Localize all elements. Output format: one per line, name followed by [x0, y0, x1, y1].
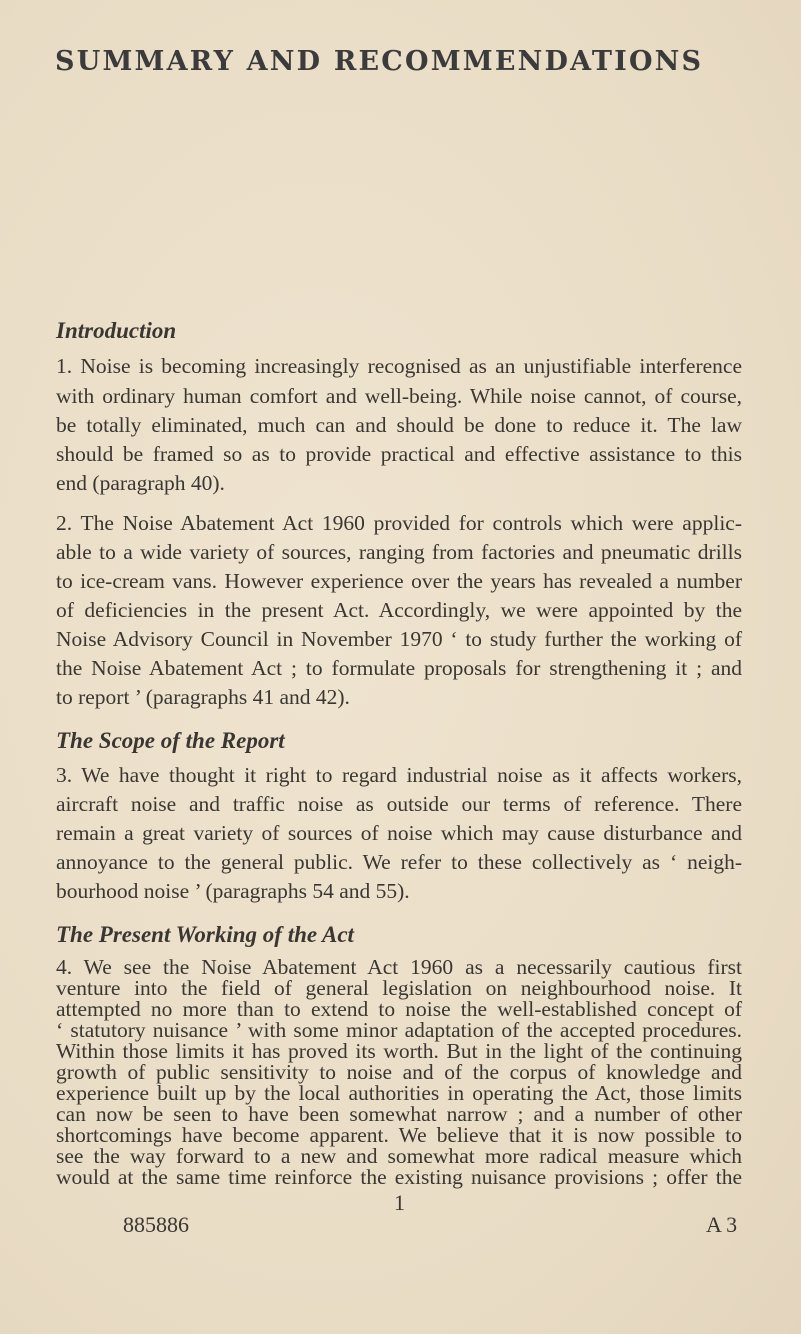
- print-code: 885886: [123, 1212, 189, 1237]
- text-line: can now be seen to have been somewhat narrow ; and a number of other: [56, 1102, 742, 1126]
- text-line: venture into the field of general legislation on neighbourhood noise. It: [56, 976, 742, 1000]
- text-line: to report ’ (paragraphs 41 and 42).: [56, 685, 350, 709]
- text-line: bourhood noise ’ (paragraphs 54 and 55).: [56, 879, 410, 903]
- text-line: growth of public sensitivity to noise and of the corpus of knowledge and: [56, 1060, 742, 1084]
- section-heading-present-working: The Present Working of the Act: [56, 922, 354, 947]
- section-heading-scope: The Scope of the Report: [56, 728, 285, 753]
- text-line: with ordinary human comfort and well-being. While noise cannot, of course,: [56, 384, 742, 408]
- text-line: aircraft noise and traffic noise as outside our terms of reference. There: [56, 792, 742, 816]
- page-title: SUMMARY AND RECOMMENDATIONS: [55, 46, 704, 77]
- text-line: able to a wide variety of sources, ranging from factories and pneumatic drills: [56, 540, 742, 564]
- text-line: remain a great variety of sources of noise which may cause disturbance and: [56, 821, 742, 845]
- section-heading-introduction: Introduction: [56, 318, 177, 343]
- text-line: ‘ statutory nuisance ’ with some minor adaptation of the accepted procedures.: [56, 1018, 742, 1042]
- signature-mark: A 3: [706, 1212, 738, 1237]
- text-line: see the way forward to a new and somewhat more radical measure which: [56, 1144, 742, 1168]
- text-line: of deficiencies in the present Act. Accordingly, we were appointed by the: [56, 598, 742, 622]
- text-line: should be framed so as to provide practical and effective assistance to this: [56, 442, 742, 466]
- text-line: annoyance to the general public. We refer to these collectively as ‘ neigh-: [56, 850, 742, 874]
- text-line: 1. Noise is becoming increasingly recognised as an unjustifiable interference: [56, 354, 742, 378]
- text-line: Within those limits it has proved its worth. But in the light of the continuing: [56, 1039, 742, 1063]
- text-line: end (paragraph 40).: [56, 471, 225, 495]
- text-line: be totally eliminated, much can and should be done to reduce it. The law: [56, 413, 742, 437]
- text-line: shortcomings have become apparent. We believe that it is now possible to: [56, 1123, 742, 1147]
- text-line: attempted no more than to extend to noise the well-established concept of: [56, 997, 742, 1021]
- text-line: to ice-cream vans. However experience over the years has revealed a number: [56, 569, 742, 593]
- text-line: experience built up by the local authorities in operating the Act, those limits: [56, 1081, 742, 1105]
- text-line: 3. We have thought it right to regard industrial noise as it affects workers,: [56, 763, 742, 787]
- text-line: 4. We see the Noise Abatement Act 1960 as a necessarily cautious first: [56, 955, 742, 979]
- text-line: the Noise Abatement Act ; to formulate proposals for strengthening it ; and: [56, 656, 742, 680]
- text-line: 2. The Noise Abatement Act 1960 provided for controls which were applic-: [56, 511, 742, 535]
- text-line: Noise Advisory Council in November 1970 ‘ to study further the working of: [56, 627, 742, 651]
- text-line: would at the same time reinforce the existing nuisance provisions ; offer the: [56, 1165, 742, 1189]
- page-number: 1: [394, 1190, 405, 1215]
